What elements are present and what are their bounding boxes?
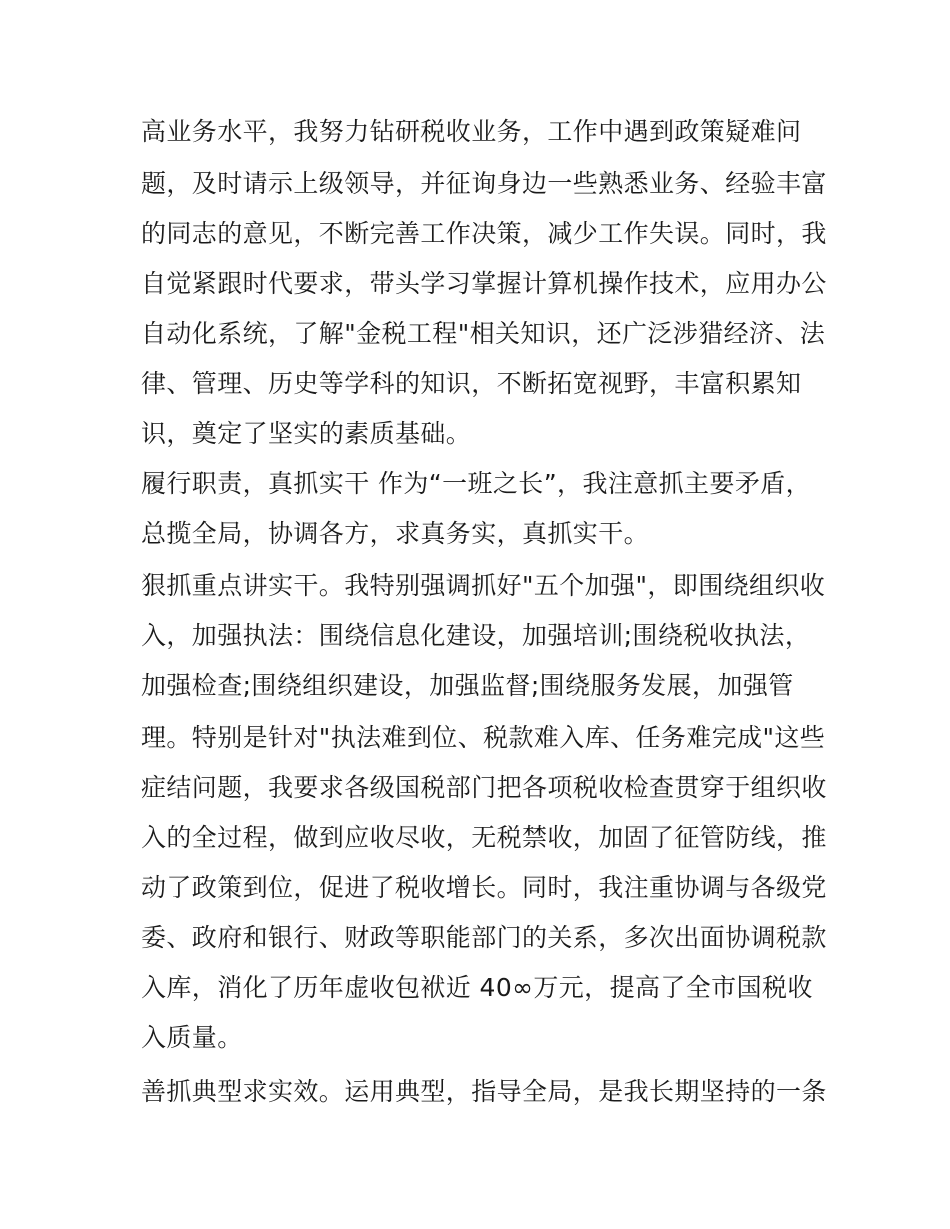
text-line: 自动化系统，了解"金税工程"相关知识，还广泛涉猎经济、法 — [141, 319, 826, 348]
text-line: 律、管理、历史等学科的知识，不断拓宽视野，丰富积累知 — [141, 369, 802, 398]
text-line: 委、政府和银行、财政等职能部门的关系，多次出面协调税款 — [141, 923, 827, 952]
text-line: 入的全过程，做到应收尽收，无税禁收，加固了征管防线，推 — [141, 823, 827, 852]
text-line: 的同志的意见，不断完善工作决策，减少工作失误。同时，我 — [141, 219, 827, 248]
text-line: 理。特别是针对"执法难到位、税款难入库、任务难完成"这些 — [141, 723, 826, 752]
text-line: 入库，消化了历年虚收包袱近 40∞万元，提高了全市国税收 — [141, 973, 813, 1002]
text-line: 动了政策到位，促进了税收增长。同时，我注重协调与各级党 — [141, 873, 827, 902]
text-line: 履行职责，真抓实干 作为“一班之长”，我注意抓主要矛盾， — [141, 469, 812, 498]
text-line: 狠抓重点讲实干。我特别强调抓好"五个加强"，即围绕组织收 — [141, 571, 826, 600]
text-line: 自觉紧跟时代要求，带头学习掌握计算机操作技术，应用办公 — [141, 269, 827, 298]
text-line: 识，奠定了坚实的素质基础。 — [141, 419, 472, 448]
text-line: 高业务水平，我努力钻研税收业务，工作中遇到政策疑难问 — [141, 117, 802, 146]
text-line: 善抓典型求实效。运用典型，指导全局，是我长期坚持的一条 — [141, 1077, 827, 1106]
text-line: 总揽全局，协调各方，求真务实，真抓实干。 — [141, 519, 650, 548]
text-line: 题，及时请示上级领导，并征询身边一些熟悉业务、经验丰富 — [141, 169, 827, 198]
text-line: 入质量。 — [141, 1023, 243, 1052]
text-line: 加强检查;围绕组织建设，加强监督;围绕服务发展，加强管 — [141, 671, 794, 700]
text-line: 入，加强执法：围绕信息化建设，加强培训;围绕税收执法， — [141, 621, 811, 650]
text-line: 症结问题，我要求各级国税部门把各项税收检查贯穿于组织收 — [141, 773, 827, 802]
